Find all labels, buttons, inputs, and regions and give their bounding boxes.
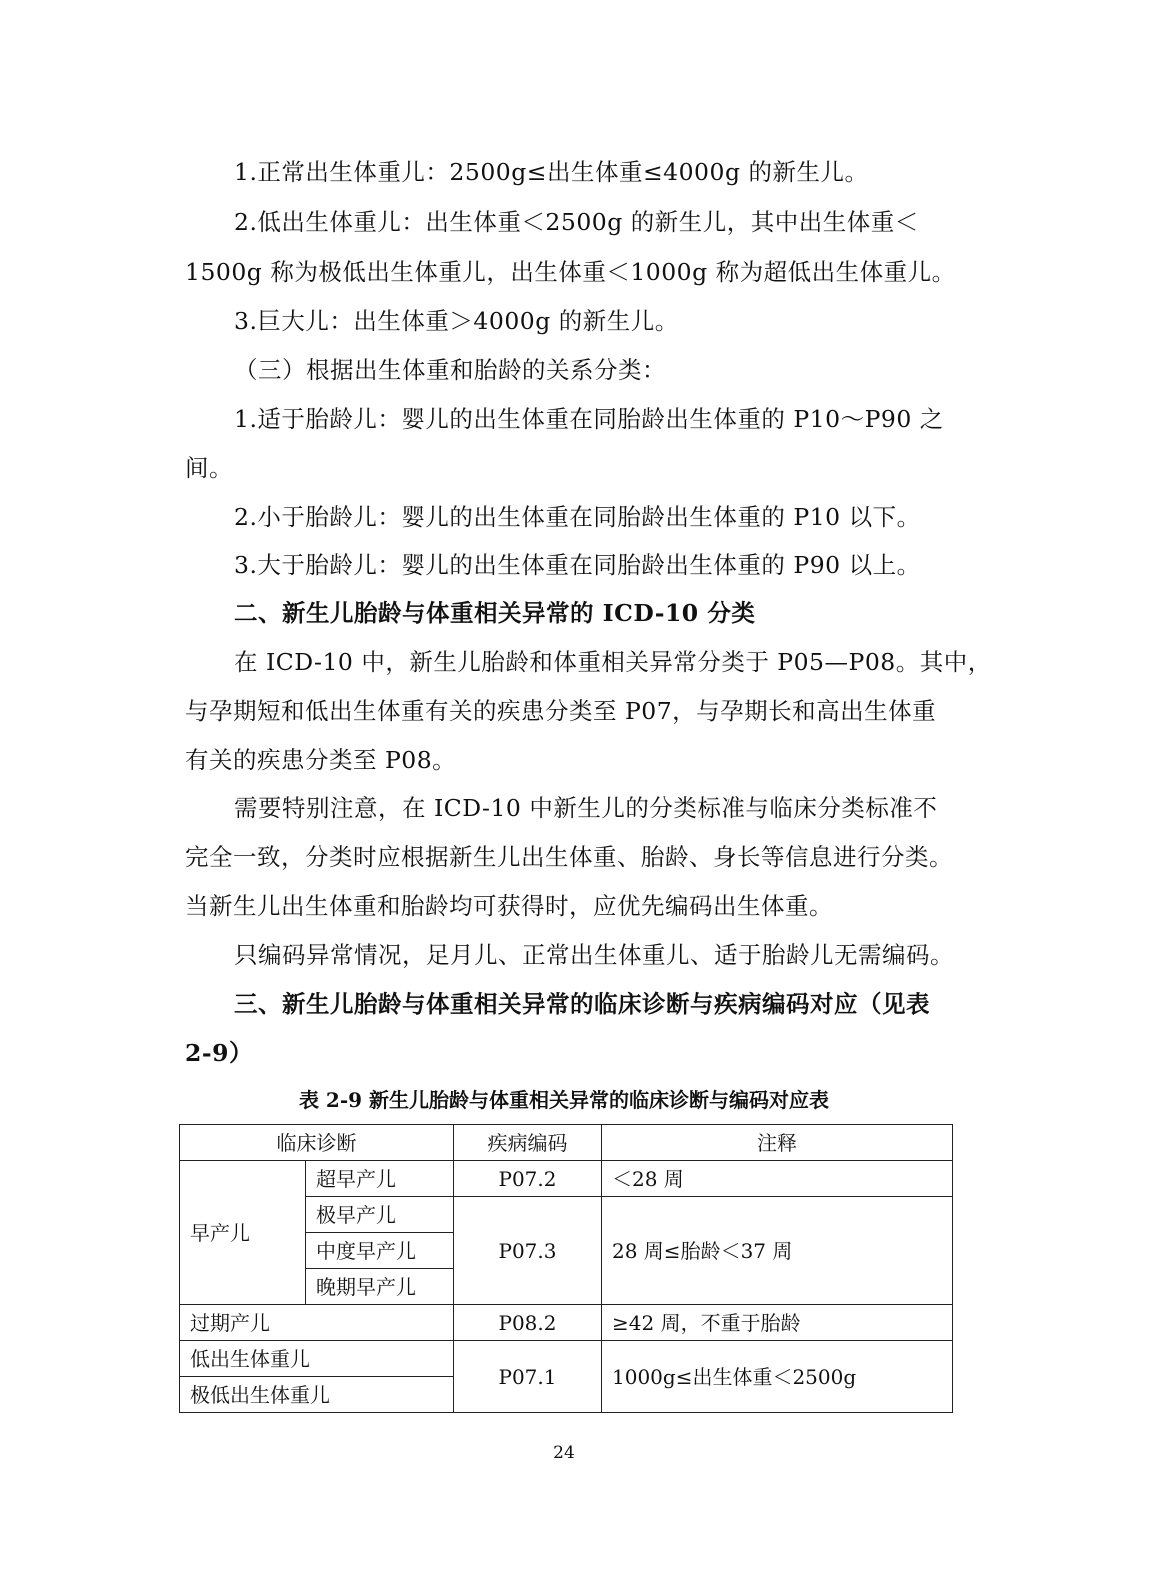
paragraph-sga: 2.小于胎龄儿：婴儿的出生体重在同胎龄出生体重的 P10 以下。 [234,503,921,531]
paragraph-macrosomia: 3.巨大儿：出生体重＞4000g 的新生儿。 [234,307,679,335]
table-row [180,1161,953,1197]
header-clinical-diagnosis: 临床诊断 [180,1125,454,1161]
section-heading-3-line2: 2-9） [185,1039,253,1067]
paragraph-normal-weight: 1.正常出生体重儿：2500g≤出生体重≤4000g 的新生儿。 [234,158,869,186]
header-disease-code: 疾病编码 [454,1125,602,1161]
cell-diagnosis: 过期产儿 [180,1305,454,1341]
paragraph-icd-line2: 与孕期短和低出生体重有关的疾患分类至 P07，与孕期长和高出生体重 [185,697,937,725]
cell-diagnosis: 晚期早产儿 [306,1269,454,1305]
paragraph-icd-line3: 有关的疾患分类至 P08。 [185,746,457,774]
paragraph-lga: 3.大于胎龄儿：婴儿的出生体重在同胎龄出生体重的 P90 以上。 [234,551,921,579]
paragraph-low-weight-line2: 1500g 称为极低出生体重儿，出生体重＜1000g 称为超低出生体重儿。 [185,258,956,286]
cell-diagnosis: 中度早产儿 [306,1233,454,1269]
section-heading-2: 二、新生儿胎龄与体重相关异常的 ICD-10 分类 [234,599,756,627]
cell-note: ≥42 周，不重于胎龄 [602,1305,953,1341]
section-heading-3-line1: 三、新生儿胎龄与体重相关异常的临床诊断与疾病编码对应（见表 [234,990,930,1018]
cell-code: P07.3 [454,1197,602,1305]
page-number: 24 [553,1443,575,1463]
diagnosis-code-table [179,1124,953,1413]
table-caption: 表 2-9 新生儿胎龄与体重相关异常的临床诊断与编码对应表 [298,1088,830,1112]
cell-code: P07.2 [454,1161,602,1197]
table-row [180,1305,953,1341]
cell-preterm-group: 早产儿 [180,1161,306,1305]
paragraph-note-line1: 需要特别注意，在 ICD-10 中新生儿的分类标准与临床分类标准不 [234,794,938,822]
paragraph-aga-line2: 间。 [185,454,233,482]
cell-code: P07.1 [454,1341,602,1413]
cell-diagnosis: 低出生体重儿 [180,1341,454,1377]
paragraph-note-line2: 完全一致，分类时应根据新生儿出生体重、胎龄、身长等信息进行分类。 [185,843,953,871]
cell-diagnosis: 极早产儿 [306,1197,454,1233]
paragraph-note-line3: 当新生儿出生体重和胎龄均可获得时，应优先编码出生体重。 [185,892,833,920]
cell-note: 28 周≤胎龄＜37 周 [602,1197,953,1305]
cell-diagnosis: 超早产儿 [306,1161,454,1197]
cell-code: P08.2 [454,1305,602,1341]
header-notes: 注释 [602,1125,953,1161]
cell-note: 1000g≤出生体重＜2500g [602,1341,953,1413]
table-header-row [180,1125,953,1161]
paragraph-low-weight-line1: 2.低出生体重儿：出生体重＜2500g 的新生儿，其中出生体重＜ [234,208,919,236]
cell-note: ＜28 周 [602,1161,953,1197]
paragraph-aga-line1: 1.适于胎龄儿：婴儿的出生体重在同胎龄出生体重的 P10～P90 之 [234,405,944,433]
table-row [180,1341,953,1377]
paragraph-abnormal-only: 只编码异常情况，足月儿、正常出生体重儿、适于胎龄儿无需编码。 [234,941,954,969]
paragraph-icd-line1: 在 ICD-10 中，新生儿胎龄和体重相关异常分类于 P05—P08。其中， [234,648,992,676]
cell-diagnosis: 极低出生体重儿 [180,1377,454,1413]
subheading-classification-3: （三）根据出生体重和胎龄的关系分类： [234,356,666,384]
